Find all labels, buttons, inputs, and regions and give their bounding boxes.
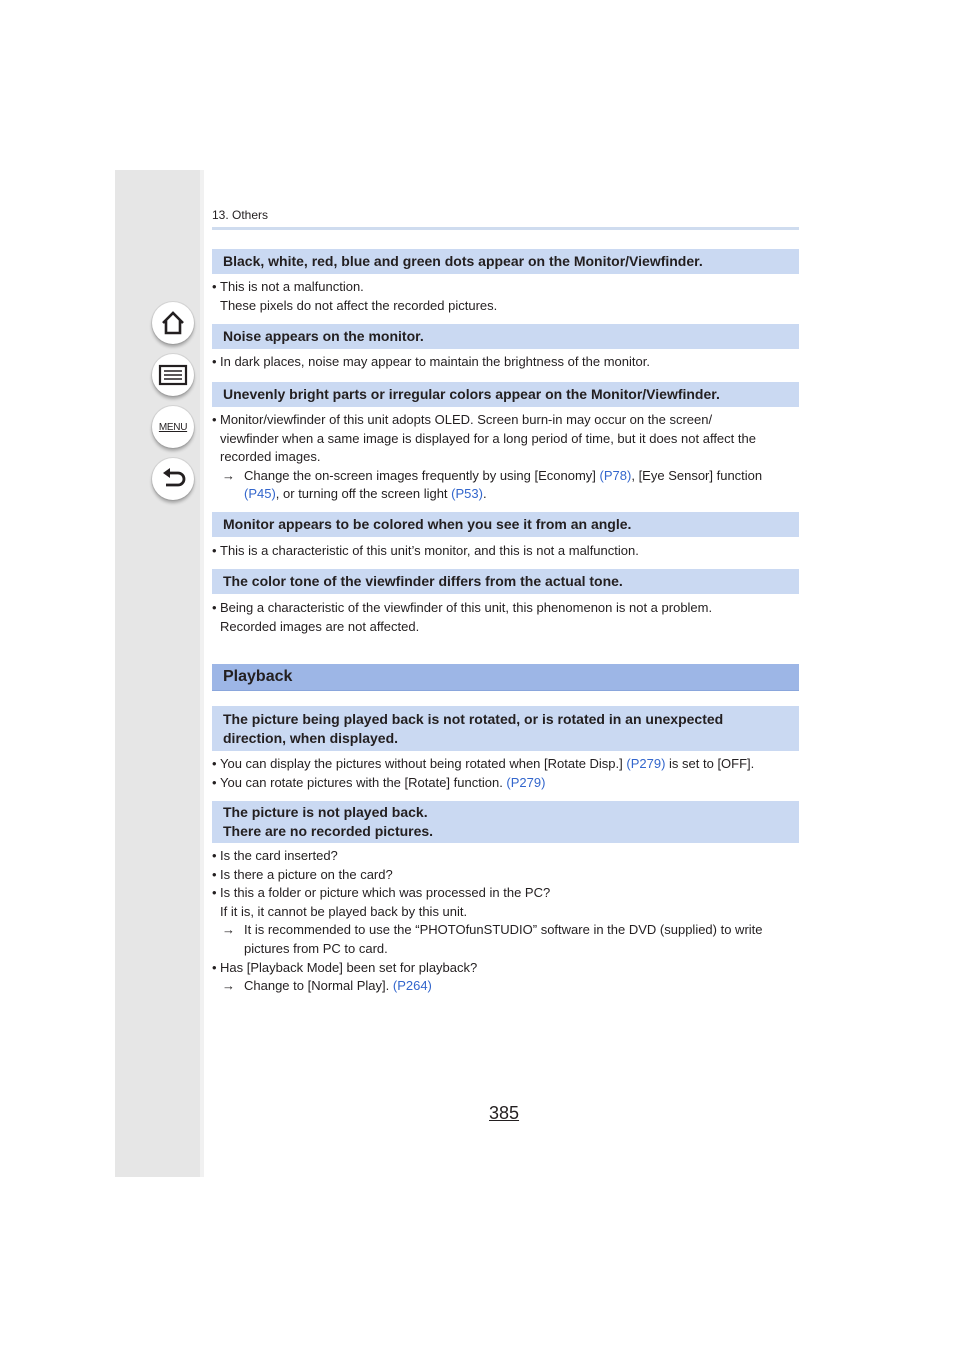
answer-block: • This is not a malfunction. These pixels do not affect the recorded pictures. xyxy=(212,279,498,313)
question-heading: Unevenly bright parts or irregular colors appear on the Monitor/Viewfinder. xyxy=(212,382,799,407)
page-link[interactable]: (P264) xyxy=(392,978,432,994)
answer-block: • Monitor/viewfinder of this unit adopts OLED. Screen burn-in may occur on the screen/ viewfinder when a same image is displayed for a long period of time, but it does not affect the recorded images. → Change the on-screen images frequently by using [Economy] (P78), [Eye Sensor] function (P45), or turning off the screen light (P53). xyxy=(212,412,763,502)
page-link[interactable]: (P279) xyxy=(626,756,666,771)
arrow-icon: → xyxy=(222,467,235,483)
question-heading: Noise appears on the monitor. xyxy=(212,324,799,349)
back-arrow-icon xyxy=(159,465,187,493)
sidebar-edge xyxy=(200,170,204,1177)
arrow-icon: → xyxy=(222,922,235,938)
answer-block: • Being a characteristic of the viewfinder of this unit, this phenomenon is not a problem. Recorded images are not affected. xyxy=(212,600,713,634)
list-icon xyxy=(158,363,188,387)
question-heading: The color tone of the viewfinder differs from the actual tone. xyxy=(212,569,799,594)
back-button[interactable] xyxy=(152,458,194,500)
question-heading: The picture being played back is not rotated, or is rotated in an unexpected direction, when displayed. xyxy=(212,706,799,751)
section-title-playback: Playback xyxy=(212,664,799,691)
page-number: 385 xyxy=(489,1103,520,1123)
breadcrumb-rule xyxy=(212,227,799,230)
answer-block: • This is a characteristic of this unit’s monitor, and this is not a malfunction. xyxy=(212,543,639,558)
breadcrumb: 13. Others xyxy=(212,208,269,222)
arrow-icon: → xyxy=(222,978,235,994)
contents-button[interactable] xyxy=(152,354,194,396)
answer-block: • In dark places, noise may appear to maintain the brightness of the monitor. xyxy=(212,354,650,369)
answer-block: • Is the card inserted? • Is there a picture on the card? • Is this a folder or picture which was processed in the PC? If it is, it cannot be played back by this unit. → It is recommended to use the “PHOTOfunSTUDIO” software in the DVD (supplied) to write pictures from PC to card. • Has [Playback Mode] been set for playback? → Change to [Normal Play]. (P264) xyxy=(212,847,802,996)
answer-block: • You can display the pictures without being rotated when [Rotate Disp.] (P279) is set to [OFF]. • You can rotate pictures with the [Rotate] function. (P279) xyxy=(212,756,755,790)
page-link[interactable]: (P45) xyxy=(244,486,276,502)
page-link[interactable]: (P78) xyxy=(599,467,632,483)
question-heading: Monitor appears to be colored when you see it from an angle. xyxy=(212,512,799,537)
home-icon xyxy=(159,309,187,337)
home-button[interactable] xyxy=(152,302,194,344)
page-link[interactable]: (P53) xyxy=(451,486,483,502)
menu-label: MENU xyxy=(158,421,188,433)
question-heading: The picture is not played back. There are no recorded pictures. xyxy=(212,801,799,843)
page-link[interactable]: (P279) xyxy=(506,774,546,790)
question-heading: Black, white, red, blue and green dots appear on the Monitor/Viewfinder. xyxy=(212,249,799,274)
menu-button[interactable] xyxy=(152,406,194,448)
